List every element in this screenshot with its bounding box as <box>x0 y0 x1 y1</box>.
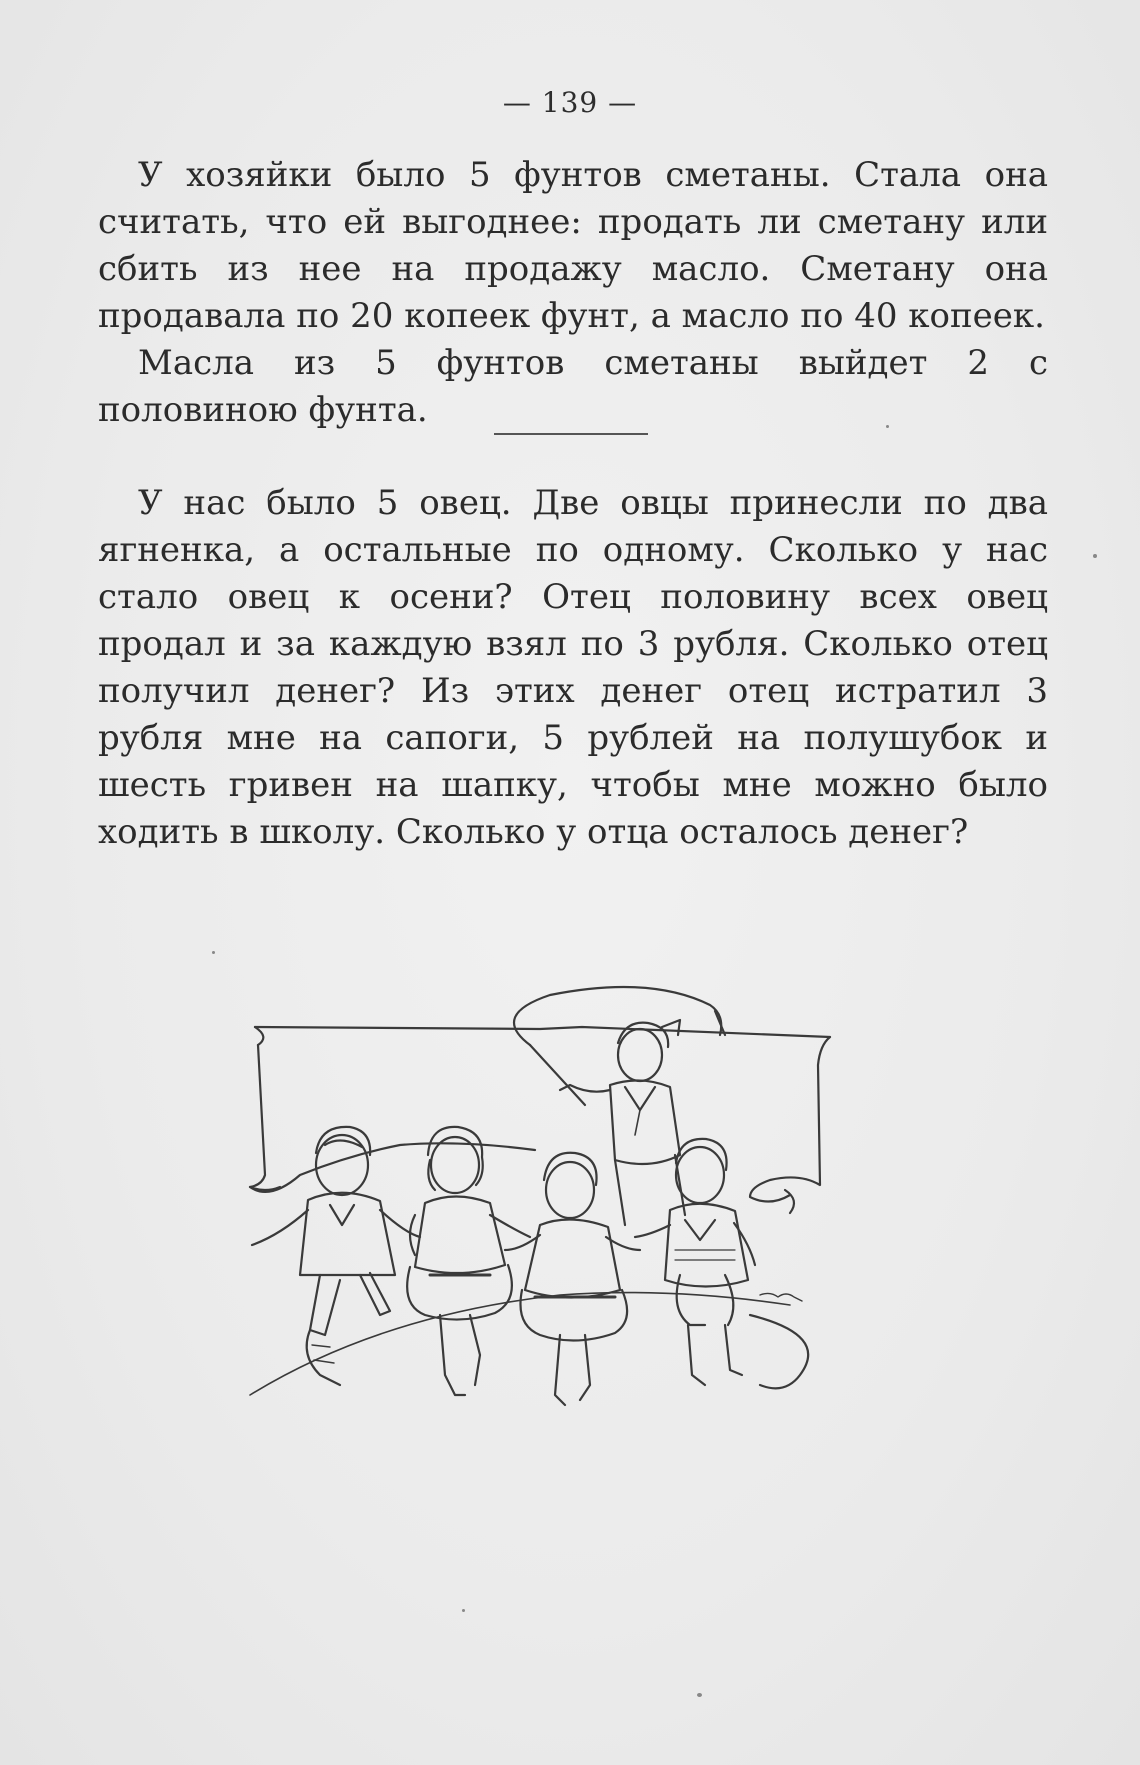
problem-paragraph: У нас было 5 овец. Две овцы принесли по два ягненка, а остальные по одному. Сколько у нас стало овец к осени? Отец половину всех овец продал и за каждую взял по 3 рубля. Сколько отец получил денег? Из этих денег отец истратил 3 рубля мне на сапоги, 5 рублей на полушубок и шесть гривен на шапку, чтобы мне можно было ходить в школу. Сколько у отца осталось денег? <box>98 483 1048 852</box>
paper-speck <box>212 951 215 954</box>
illustration-drawing <box>230 975 920 1475</box>
paper-speck <box>1093 554 1097 558</box>
children-banner-illustration <box>230 975 920 1475</box>
problem-sheep <box>98 480 1048 856</box>
child-whip-holder <box>560 1020 685 1225</box>
problem-sour-cream <box>98 152 1048 434</box>
paper-speck <box>462 1609 465 1612</box>
child-right <box>635 1139 755 1385</box>
child-left <box>252 1127 420 1385</box>
problem-paragraph: У хозяйки было 5 фунтов сметаны. Стала она считать, что ей выгоднее: продать ли сметану или сбить из нее на продажу масло. Сметану она продавала по 20 копеек фунт, а масло по 40 копеек. <box>98 155 1048 336</box>
problem-paragraph: Масла из 5 фунтов сметаны выйдет 2 с половиною фунта. <box>98 343 1048 430</box>
paper-speck <box>697 1693 702 1697</box>
section-divider <box>494 433 648 435</box>
page-number: — 139 — <box>502 86 638 119</box>
child-girl-left <box>407 1127 530 1395</box>
paper-speck <box>886 425 889 428</box>
